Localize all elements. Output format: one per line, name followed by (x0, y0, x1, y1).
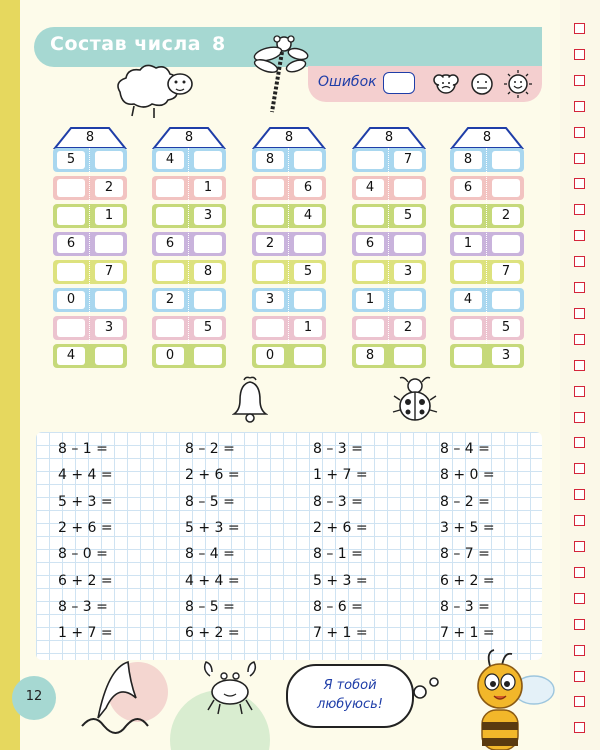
house-row (450, 260, 524, 284)
progress-checkbox[interactable] (574, 282, 585, 293)
house-top-number: 8 (85, 130, 95, 145)
progress-checkbox[interactable] (574, 360, 585, 371)
progress-checkbox[interactable] (574, 127, 585, 138)
given-number-cell: 1 (95, 207, 123, 225)
answer-cell[interactable] (492, 235, 520, 253)
house-row (352, 232, 426, 256)
given-number-cell: 6 (454, 179, 482, 197)
cloud-face-icon[interactable] (434, 75, 458, 93)
given-number-cell: 6 (156, 235, 184, 253)
progress-checkbox[interactable] (574, 153, 585, 164)
house-row (450, 232, 524, 256)
given-number-cell: 6 (57, 235, 85, 253)
answer-cell[interactable] (356, 319, 384, 337)
house-row (352, 204, 426, 228)
left-color-band (0, 0, 20, 750)
progress-checkbox[interactable] (574, 308, 585, 319)
equation: 6 + 2 = (58, 572, 113, 589)
equation: 8 – 3 = (58, 598, 108, 615)
speech-bubble (286, 664, 414, 728)
equation: 8 – 1 = (313, 546, 363, 563)
given-number-cell: 1 (294, 319, 322, 337)
house-divider (188, 148, 189, 344)
given-number-cell: 2 (95, 179, 123, 197)
answer-cell[interactable] (95, 235, 123, 253)
title-number: 8 (212, 33, 226, 55)
mistakes-input-box[interactable] (383, 72, 415, 94)
answer-cell[interactable] (492, 291, 520, 309)
equation: 2 + 6 = (185, 467, 240, 484)
progress-checkbox[interactable] (574, 75, 585, 86)
given-number-cell: 2 (156, 291, 184, 309)
equation: 8 – 2 = (440, 493, 490, 510)
house-row (53, 176, 127, 200)
house-top-number: 8 (184, 130, 194, 145)
equation: 4 + 4 = (58, 467, 113, 484)
bell-icon (232, 374, 268, 426)
answer-cell[interactable] (256, 207, 284, 225)
house-row (152, 316, 226, 340)
answer-cell[interactable] (454, 347, 482, 365)
answer-cell[interactable] (256, 263, 284, 281)
equation: 8 – 4 = (185, 546, 235, 563)
neutral-face-icon[interactable] (472, 74, 492, 94)
house-row (152, 148, 226, 172)
given-number-cell: 5 (194, 319, 222, 337)
answer-cell[interactable] (492, 151, 520, 169)
equation: 8 – 3 = (313, 441, 363, 457)
equation: 6 + 2 = (185, 625, 240, 642)
progress-checkbox[interactable] (574, 567, 585, 578)
answer-cell[interactable] (156, 319, 184, 337)
house-row (53, 204, 127, 228)
answer-cell[interactable] (294, 291, 322, 309)
house-row (53, 344, 127, 368)
house-row (450, 176, 524, 200)
house-row (252, 204, 326, 228)
equation: 2 + 6 = (58, 519, 113, 536)
given-number-cell: 5 (294, 263, 322, 281)
house-row (352, 316, 426, 340)
answer-cell[interactable] (294, 235, 322, 253)
answer-cell[interactable] (156, 263, 184, 281)
answer-cell[interactable] (156, 179, 184, 197)
progress-checkbox[interactable] (574, 541, 585, 552)
given-number-cell: 5 (57, 151, 85, 169)
speech-line-2: любуюсь! (317, 697, 383, 712)
speech-line-1: Я тобой (323, 678, 377, 693)
given-number-cell: 3 (256, 291, 284, 309)
answer-cell[interactable] (294, 151, 322, 169)
equation: 4 + 4 = (185, 572, 240, 589)
equation: 5 + 3 = (185, 519, 240, 536)
house-row (252, 344, 326, 368)
house-top-number: 8 (384, 130, 394, 145)
sun-face-icon[interactable] (504, 70, 532, 98)
progress-checkbox[interactable] (574, 101, 585, 112)
given-number-cell: 0 (57, 291, 85, 309)
house-row (450, 344, 524, 368)
checkbox-column (560, 0, 600, 750)
equation: 8 – 2 = (185, 441, 235, 457)
answer-cell[interactable] (256, 319, 284, 337)
house-divider (89, 148, 90, 344)
equation: 8 – 7 = (440, 546, 490, 563)
progress-checkbox[interactable] (574, 696, 585, 707)
house-row (352, 260, 426, 284)
house-row (53, 260, 127, 284)
house-row (152, 288, 226, 312)
house-row (152, 232, 226, 256)
house-divider (486, 148, 487, 344)
equation: 5 + 3 = (58, 493, 113, 510)
answer-cell[interactable] (57, 263, 85, 281)
house-row (450, 148, 524, 172)
given-number-cell: 4 (294, 207, 322, 225)
answer-cell[interactable] (394, 347, 422, 365)
answer-cell[interactable] (57, 179, 85, 197)
equation: 8 – 0 = (58, 546, 108, 563)
page-number: 12 (25, 689, 43, 704)
given-number-cell: 2 (256, 235, 284, 253)
given-number-cell: 3 (95, 319, 123, 337)
given-number-cell: 2 (394, 319, 422, 337)
equation: 8 – 5 = (185, 598, 235, 615)
given-number-cell: 4 (356, 179, 384, 197)
house-row (152, 176, 226, 200)
equation: 8 – 3 = (440, 598, 490, 615)
given-number-cell: 1 (454, 235, 482, 253)
answer-cell[interactable] (156, 207, 184, 225)
house-row (352, 148, 426, 172)
progress-checkbox[interactable] (574, 671, 585, 682)
answer-cell[interactable] (194, 235, 222, 253)
progress-checkbox[interactable] (574, 593, 585, 604)
answer-cell[interactable] (95, 347, 123, 365)
house-row (352, 176, 426, 200)
answer-cell[interactable] (356, 263, 384, 281)
given-number-cell: 1 (356, 291, 384, 309)
given-number-cell: 8 (256, 151, 284, 169)
house-row (53, 148, 127, 172)
progress-checkbox[interactable] (574, 334, 585, 345)
progress-checkbox[interactable] (574, 49, 585, 60)
house-row (450, 316, 524, 340)
given-number-cell: 6 (356, 235, 384, 253)
answer-cell[interactable] (57, 319, 85, 337)
house-row (252, 288, 326, 312)
page-title: Состав числа (50, 33, 202, 55)
answer-cell[interactable] (492, 179, 520, 197)
given-number-cell: 8 (194, 263, 222, 281)
bottom-decorations (60, 648, 290, 750)
progress-checkbox[interactable] (574, 230, 585, 241)
house-row (352, 288, 426, 312)
equation: 2 + 6 = (313, 519, 368, 536)
house-row (53, 232, 127, 256)
self-assessment-icons (430, 68, 540, 100)
given-number-cell: 3 (394, 263, 422, 281)
progress-checkbox[interactable] (574, 489, 585, 500)
mistakes-label: Ошибок (318, 74, 377, 90)
answer-cell[interactable] (57, 207, 85, 225)
answer-cell[interactable] (194, 151, 222, 169)
given-number-cell: 4 (156, 151, 184, 169)
given-number-cell: 0 (156, 347, 184, 365)
answer-cell[interactable] (194, 291, 222, 309)
beetle-icon (390, 374, 440, 426)
answer-cell[interactable] (394, 235, 422, 253)
house-row (252, 232, 326, 256)
equation: 3 + 5 = (440, 519, 495, 536)
house-top-number: 8 (284, 130, 294, 145)
house-row (352, 344, 426, 368)
answer-cell[interactable] (256, 179, 284, 197)
progress-checkbox[interactable] (574, 645, 585, 656)
progress-checkbox[interactable] (574, 412, 585, 423)
equation: 6 + 2 = (440, 572, 495, 589)
equation: 8 – 1 = (58, 441, 108, 457)
house-row (450, 288, 524, 312)
progress-checkbox[interactable] (574, 619, 585, 630)
given-number-cell: 7 (492, 263, 520, 281)
equation: 8 – 6 = (313, 598, 363, 615)
given-number-cell: 6 (294, 179, 322, 197)
equation: 1 + 7 = (58, 625, 113, 642)
given-number-cell: 3 (194, 207, 222, 225)
given-number-cell: 8 (356, 347, 384, 365)
progress-checkbox[interactable] (574, 722, 585, 733)
house-row (152, 260, 226, 284)
house-row (252, 176, 326, 200)
house-divider (388, 148, 389, 344)
answer-cell[interactable] (356, 151, 384, 169)
progress-checkbox[interactable] (574, 437, 585, 448)
house-divider (288, 148, 289, 344)
progress-checkbox[interactable] (574, 463, 585, 474)
dragonfly-icon (250, 32, 310, 118)
house-row (53, 316, 127, 340)
equation: 8 – 3 = (313, 493, 363, 510)
answer-cell[interactable] (194, 347, 222, 365)
house-row (53, 288, 127, 312)
answer-cell[interactable] (394, 179, 422, 197)
given-number-cell: 7 (95, 263, 123, 281)
answer-cell[interactable] (95, 151, 123, 169)
house-row (152, 344, 226, 368)
equation: 7 + 1 = (440, 625, 495, 642)
house-row (252, 316, 326, 340)
house-row (252, 260, 326, 284)
answer-cell[interactable] (454, 263, 482, 281)
given-number-cell: 3 (492, 347, 520, 365)
equation: 8 – 5 = (185, 493, 235, 510)
answer-cell[interactable] (454, 207, 482, 225)
house-top-number: 8 (482, 130, 492, 145)
answer-cell[interactable] (356, 207, 384, 225)
answer-cell[interactable] (95, 291, 123, 309)
equation: 8 + 0 = (440, 467, 495, 484)
equation: 7 + 1 = (313, 625, 368, 642)
equation: 1 + 7 = (313, 467, 368, 484)
given-number-cell: 5 (394, 207, 422, 225)
answer-cell[interactable] (394, 291, 422, 309)
progress-checkbox[interactable] (574, 256, 585, 267)
house-row (252, 148, 326, 172)
given-number-cell: 8 (454, 151, 482, 169)
equation: 8 – 4 = (440, 441, 490, 457)
progress-checkbox[interactable] (574, 204, 585, 215)
bee-icon (456, 648, 560, 750)
given-number-cell: 1 (194, 179, 222, 197)
progress-checkbox[interactable] (574, 515, 585, 526)
house-row (152, 204, 226, 228)
given-number-cell: 7 (394, 151, 422, 169)
sheep-icon (110, 62, 202, 120)
given-number-cell: 2 (492, 207, 520, 225)
equation: 5 + 3 = (313, 572, 368, 589)
answer-cell[interactable] (454, 319, 482, 337)
progress-checkbox[interactable] (574, 23, 585, 34)
progress-checkbox[interactable] (574, 178, 585, 189)
given-number-cell: 4 (454, 291, 482, 309)
house-row (450, 204, 524, 228)
given-number-cell: 4 (57, 347, 85, 365)
answer-cell[interactable] (294, 347, 322, 365)
given-number-cell: 5 (492, 319, 520, 337)
progress-checkbox[interactable] (574, 386, 585, 397)
given-number-cell: 0 (256, 347, 284, 365)
